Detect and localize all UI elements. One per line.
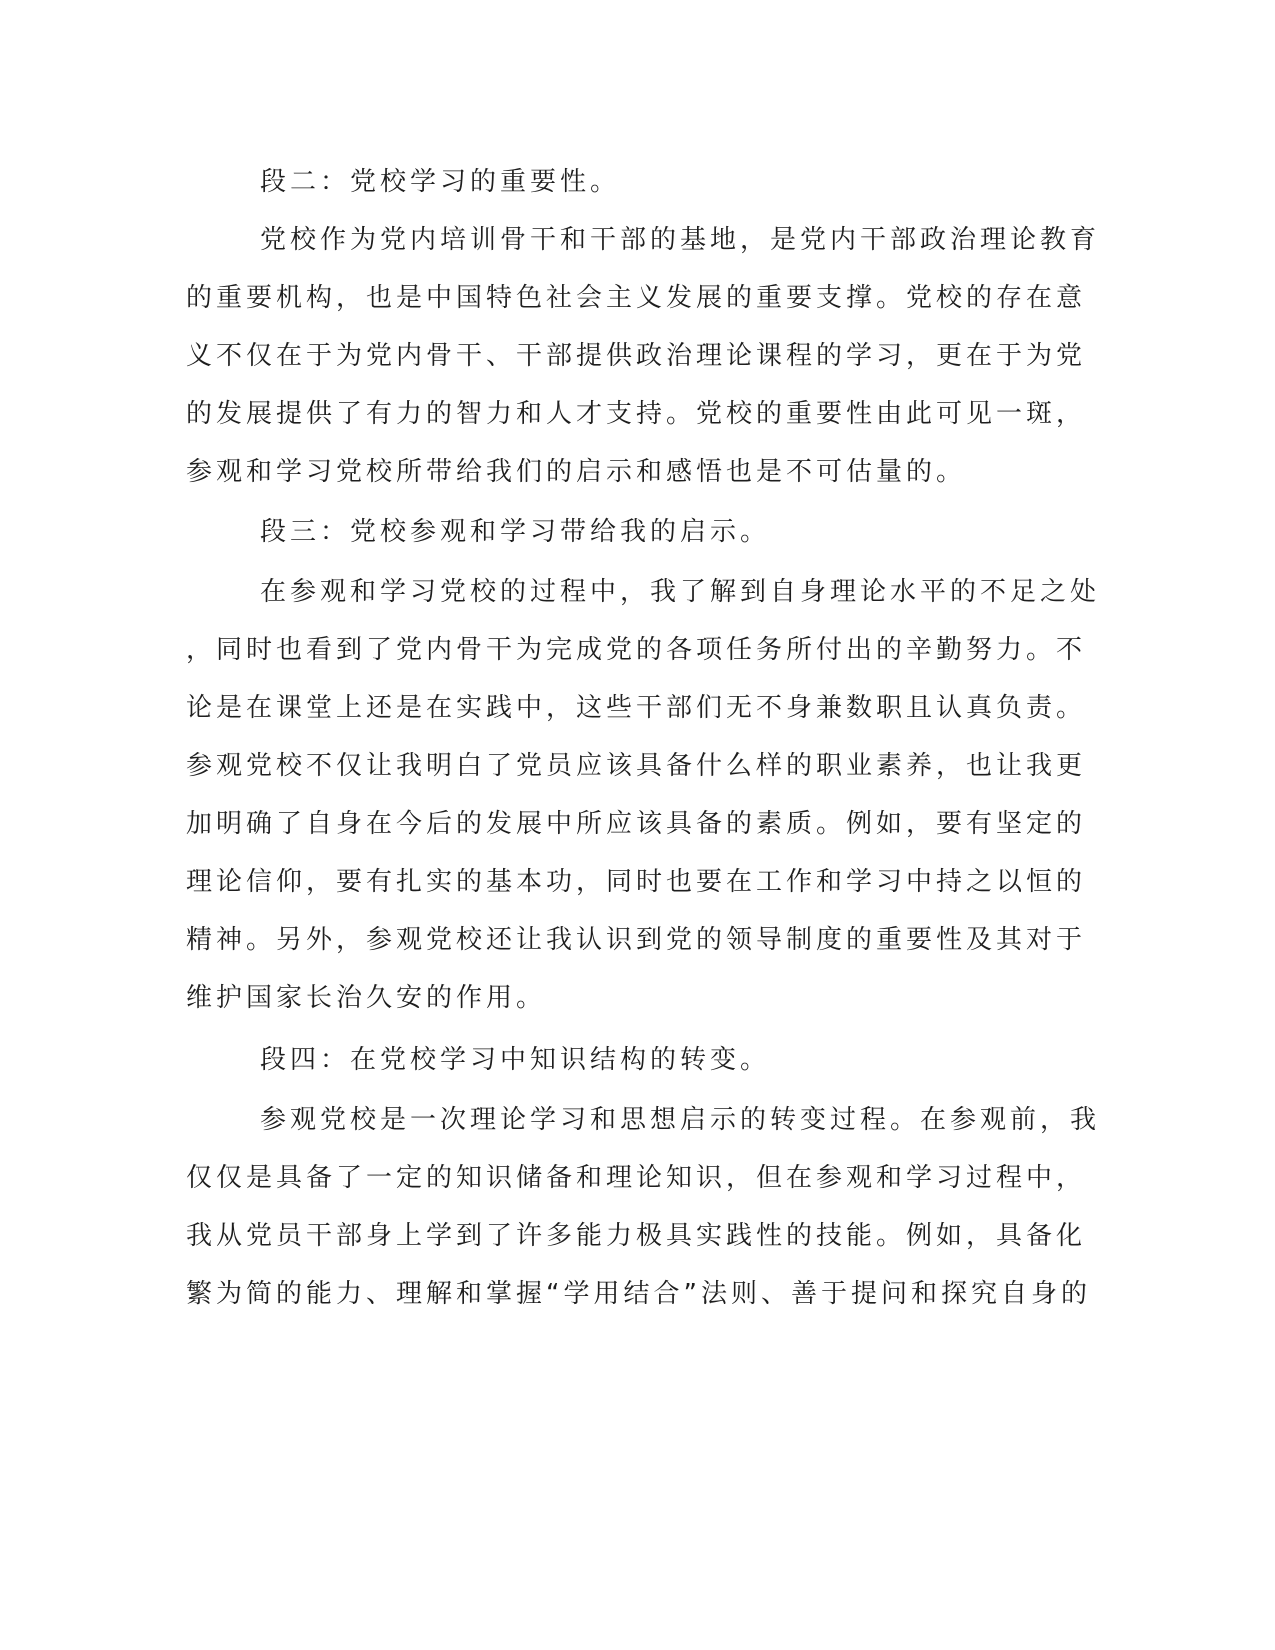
paragraph-line: 义不仅在于为党内骨干、干部提供政治理论课程的学习，更在于为党 [186,341,1087,371]
paragraph-line: 加明确了自身在今后的发展中所应该具备的素质。例如，要有坚定的 [186,809,1087,839]
paragraph-line: 仅仅是具备了一定的知识储备和理论知识，但在参观和学习过程中， [186,1163,1087,1193]
paragraph-line: 精神。另外，参观党校还让我认识到党的领导制度的重要性及其对于 [186,925,1087,955]
paragraph-line: 我从党员干部身上学到了许多能力极具实践性的技能。例如，具备化 [186,1221,1087,1251]
paragraph-line: 繁为简的能力、理解和掌握“学用结合”法则、善于提问和探究自身的 [186,1279,1091,1309]
paragraph-line: 维护国家长治久安的作用。 [186,983,547,1013]
paragraph-line: 论是在课堂上还是在实践中，这些干部们无不身兼数职且认真负责。 [186,693,1087,723]
section-heading-3: 段三：党校参观和学习带给我的启示。 [260,517,771,547]
paragraph-line: 的重要机构，也是中国特色社会主义发展的重要支撑。党校的存在意 [186,283,1087,313]
section-heading-2: 段二：党校学习的重要性。 [260,167,621,197]
paragraph-line: 参观和学习党校所带给我们的启示和感悟也是不可估量的。 [186,457,967,487]
paragraph-line: 理论信仰，要有扎实的基本功，同时也要在工作和学习中持之以恒的 [186,867,1087,897]
paragraph-line: 在参观和学习党校的过程中，我了解到自身理论水平的不足之处 [260,577,1101,607]
paragraph-line: ，同时也看到了党内骨干为完成党的各项任务所付出的辛勤努力。不 [186,635,1087,665]
paragraph-line: 党校作为党内培训骨干和干部的基地，是党内干部政治理论教育 [260,225,1101,255]
paragraph-line: 参观党校是一次理论学习和思想启示的转变过程。在参观前，我 [260,1105,1101,1135]
paragraph-line: 参观党校不仅让我明白了党员应该具备什么样的职业素养，也让我更 [186,751,1087,781]
paragraph-line: 的发展提供了有力的智力和人才支持。党校的重要性由此可见一斑， [186,399,1087,429]
section-heading-4: 段四：在党校学习中知识结构的转变。 [260,1045,771,1075]
